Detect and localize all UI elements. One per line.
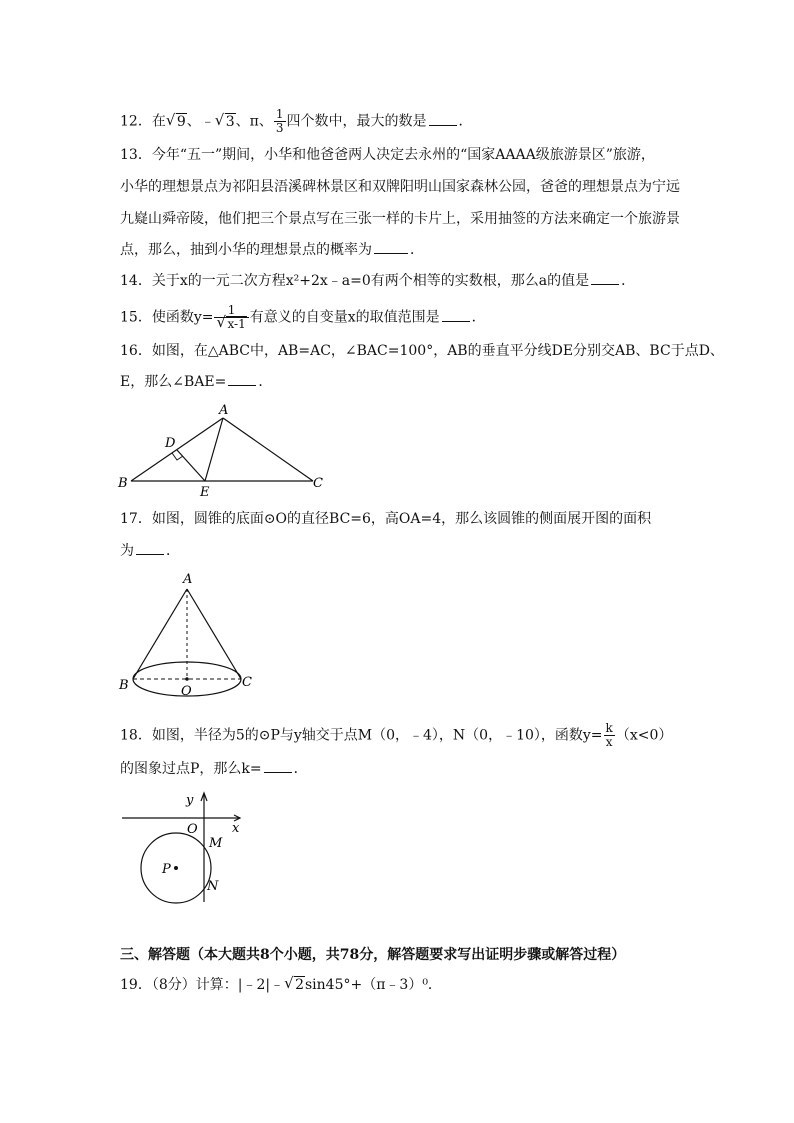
fraction-1-over-sqrt: 1 √ x-1: [214, 304, 248, 331]
label-C: C: [242, 675, 252, 690]
answer-blank[interactable]: [429, 111, 457, 126]
q17-line-2: 为 ．: [120, 540, 180, 562]
q12-text: 四个数中，最大的数是: [286, 113, 427, 130]
circle-axes-figure: [118, 788, 248, 908]
question-15: 15．使函数y= 1 √ x-1 有意义的自变量x的取值范围是 ．: [120, 303, 486, 331]
triangle-figure: [115, 400, 330, 500]
q16-line-2: E，那么∠BAE= ．: [120, 371, 272, 393]
question-19: 19．（8分）计算：|﹣2|﹣ √ 2sin45°+（π﹣3）⁰．: [120, 974, 442, 996]
sqrt-2: √ 2: [284, 974, 304, 993]
label-B: B: [118, 476, 128, 491]
q13-line-4: 点，那么，抽到小华的理想景点的概率为 ．: [120, 239, 424, 261]
label-y: y: [186, 793, 194, 808]
q13-line-2: 小华的理想景点为祁阳县浯溪碑林景区和双牌阳明山国家森林公园，爸爸的理想景点为宁远: [120, 179, 680, 195]
label-O: O: [187, 822, 198, 837]
label-B: B: [119, 678, 129, 693]
answer-blank[interactable]: [374, 239, 408, 254]
label-M: M: [209, 836, 223, 851]
label-E: E: [200, 485, 210, 500]
q12-text: 在: [151, 113, 166, 130]
label-O: O: [181, 684, 192, 699]
q12-text: 、﹣: [186, 113, 215, 130]
question-14: 14．关于x的一元二次方程x²+2x﹣a=0有两个相等的实数根，那么a的值是 ．: [120, 270, 635, 292]
label-D: D: [165, 436, 176, 451]
sqrt-3: √ 3: [214, 110, 235, 130]
answer-blank[interactable]: [136, 540, 164, 555]
label-N: N: [207, 879, 219, 894]
section-3-heading: 三、解答题（本大题共8个小题，共78分，解答题要求写出证明步骤或解答过程）: [120, 947, 626, 963]
q12-number: 12．: [120, 113, 152, 130]
q13-line-1: 13．今年“五一”期间，小华和他爸爸两人决定去永州的“国家AAAA级旅游景区”旅游，: [120, 147, 655, 163]
fraction-k-over-x: $\frac{k}{x}$: [605, 721, 613, 749]
answer-blank[interactable]: [228, 371, 256, 386]
label-C: C: [313, 476, 323, 491]
answer-blank[interactable]: [442, 307, 470, 322]
q18-line-1: 18．如图，半径为5的⊙P与y轴交于点M（0，﹣4），N（0，﹣10），函数y= $\frac{k}{x}$ （x<0）: [120, 721, 673, 749]
fraction-one-third: $\frac{1}{3}$: [275, 107, 284, 135]
q17-line-1: 17．如图，圆锥的底面⊙O的直径BC=6，高OA=4，那么该圆锥的侧面展开图的面积: [120, 511, 652, 527]
answer-blank[interactable]: [264, 758, 292, 773]
question-12: 12．在 √ 9、﹣ √ 3、π、 $\frac{1}{3}$ 四个数中，最大的数是 ．: [120, 107, 473, 135]
label-P: P: [162, 862, 171, 877]
q16-line-1: 16．如图，在△ABC中，AB=AC，∠BAC=100°，AB的垂直平分线DE分别交AB、BC于点D、: [120, 343, 724, 359]
label-x: x: [232, 821, 240, 836]
answer-blank[interactable]: [591, 270, 619, 285]
q13-line-3: 九嶷山舜帝陵，他们把三个景点写在三张一样的卡片上，采用抽签的方法来确定一个旅游景: [120, 211, 680, 227]
label-A: A: [183, 572, 193, 587]
q12-text: 、π、: [235, 113, 273, 130]
cone-figure: [115, 570, 265, 700]
sqrt-9: √ 9: [165, 110, 186, 130]
label-A: A: [219, 403, 229, 418]
q18-line-2: 的图象过点P，那么k= ．: [120, 758, 308, 780]
